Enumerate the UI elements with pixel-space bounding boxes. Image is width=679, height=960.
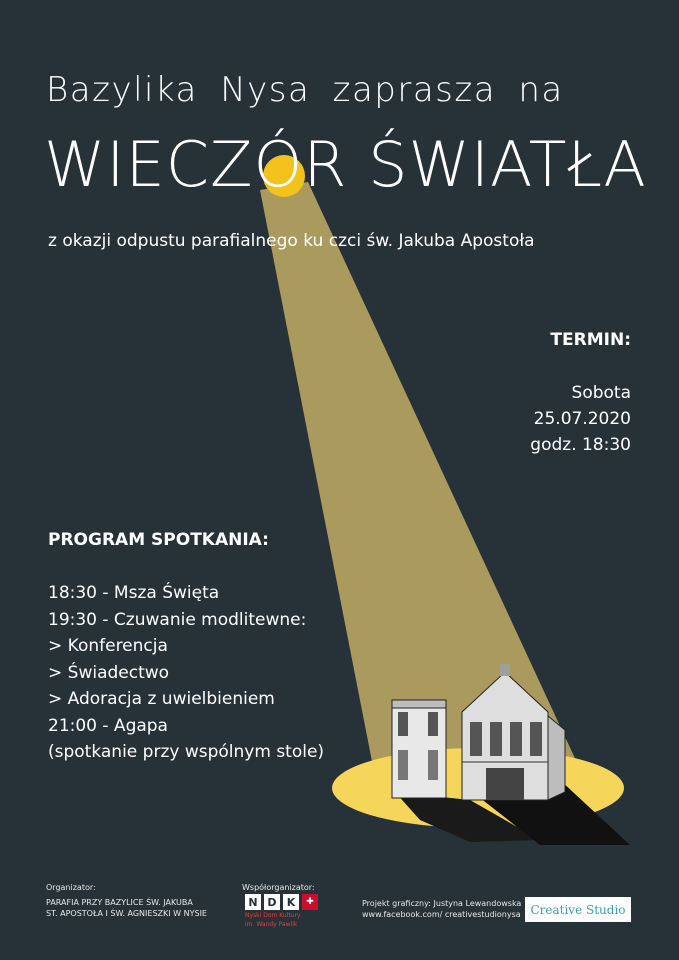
subtitle: z okazji odpustu parafialnego ku czci św. Jakuba Apostoła xyxy=(48,231,535,251)
program-list xyxy=(48,580,324,766)
ndk-logo xyxy=(245,894,329,934)
coorganizer-label: Współorganizator: xyxy=(242,883,315,892)
crest-icon: ✚ xyxy=(302,894,318,910)
ndk-letter-n: N xyxy=(245,894,261,910)
list-item: 19:30 - Czuwanie modlitewne: xyxy=(48,609,307,630)
organizer-name-1: PARAFIA PRZY BAZYLICE ŚW. JAKUBA xyxy=(46,898,193,907)
ndk-subtitle-1: Nyski Dom Kultury xyxy=(245,912,301,919)
list-item: > Adoracja z uwielbieniem xyxy=(48,689,275,709)
organizer-label: Organizator: xyxy=(46,883,96,892)
ndk-subtitle-2: im. Wandy Pawlik xyxy=(245,921,298,928)
church-tower-icon xyxy=(392,700,446,798)
termin-date: 25.07.2020 xyxy=(533,409,631,429)
termin-heading: TERMIN: xyxy=(550,330,631,350)
page-title: WIECZÓR ŚWIATŁA xyxy=(44,128,647,201)
list-item: (spotkanie przy wspólnym stole) xyxy=(48,742,325,762)
termin-time: godz. 18:30 xyxy=(530,435,631,455)
ndk-letter-d: D xyxy=(264,894,280,910)
list-item: 21:00 - Agapa xyxy=(48,715,168,736)
termin-day: Sobota xyxy=(571,383,631,403)
ndk-letter-k: K xyxy=(283,894,299,910)
list-item: 18:30 - Msza Święta xyxy=(48,583,220,603)
organizer-name-2: ST. APOSTOŁA I ŚW. AGNIESZKI W NYSIE xyxy=(46,909,207,918)
list-item: > Konferencja xyxy=(48,636,168,656)
project-link: www.facebook.com/ creativestudionysa xyxy=(362,910,521,919)
program-heading: PROGRAM SPOTKANIA: xyxy=(48,530,269,550)
intro-line: Bazylika Nysa zaprasza na xyxy=(46,70,564,110)
termin-details xyxy=(530,380,631,458)
list-item: > Świadectwo xyxy=(48,662,170,683)
creative-studio-logo: Creative Studio xyxy=(525,897,631,922)
organizer-block xyxy=(46,882,207,919)
project-author: Projekt graficzny: Justyna Lewandowska xyxy=(362,899,522,908)
project-credit xyxy=(362,898,521,920)
